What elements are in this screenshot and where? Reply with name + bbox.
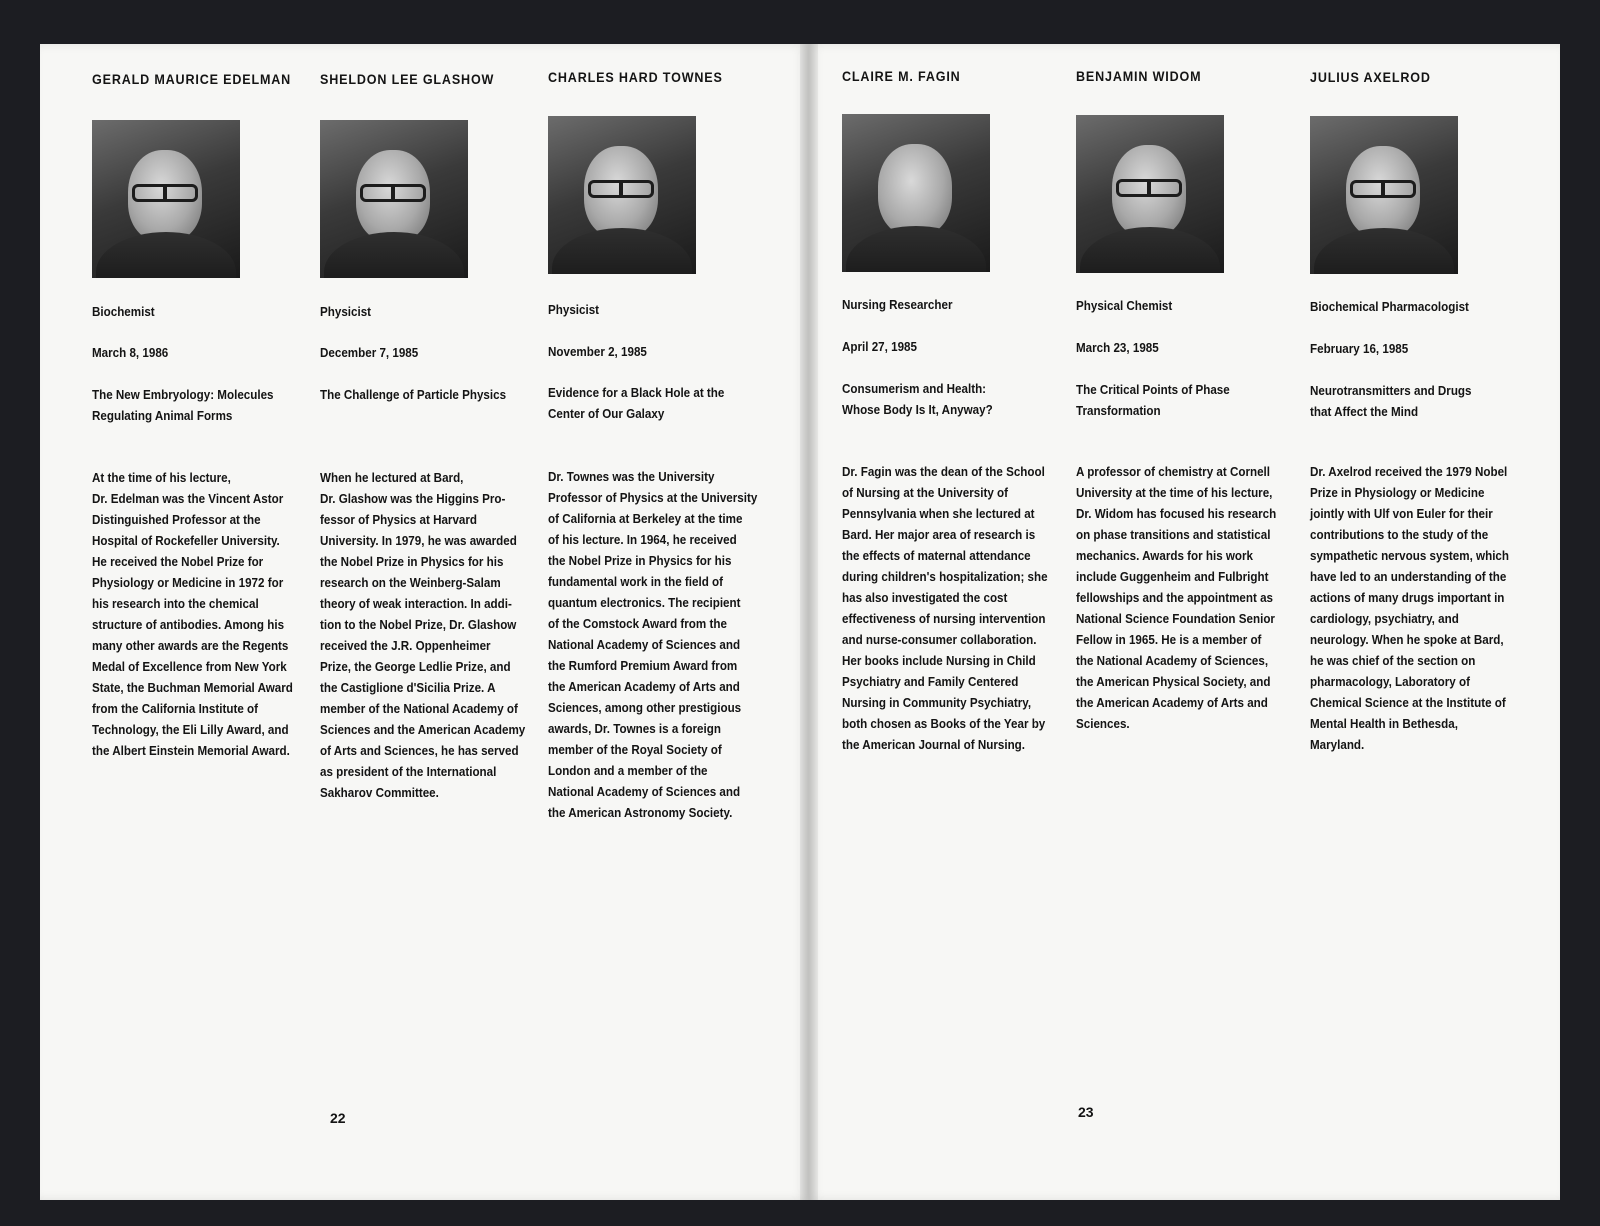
biography: At the time of his lecture, Dr. Edelman was the Vincent Astor Distinguished Professor at the Hospital of Rockefeller University. He received the Nobel Prize for Physiology or Medicine in 1972 for his research into the chemical structure of antibodies. Among his many other awards are the Regents Medal of Excellence from New York State, the Buchman Memorial Award from the California Institute of Technology, the Eli Lilly Award, and the Albert Einstein Memorial Award. (92, 471, 293, 758)
right-page (808, 44, 1560, 1200)
person-field: Biochemist (92, 305, 155, 319)
lecture-title: Consumerism and Health: Whose Body Is It, Anyway? (842, 382, 993, 417)
lecture-date: March 23, 1985 (1076, 341, 1159, 355)
lecture-title: The Critical Points of Phase Transformation (1076, 383, 1230, 418)
biography: Dr. Townes was the University Professor of Physics at the University of California at Berkeley at the time of his lecture. In 1964, he received the Nobel Prize in Physics for his fundamental work in the field of quantum electronics. The recipient of the Comstock Award from the National Academy of Sciences and the Rumford Premium Award from the American Academy of Arts and Sciences, among other prestigious awards, Dr. Townes is a foreign member of the Royal Society of London and a member of the National Academy of Sciences and the American Astronomy Society. (548, 470, 758, 820)
portrait-photo (92, 120, 240, 278)
lecture-date: April 27, 1985 (842, 340, 917, 354)
person-field: Physicist (548, 303, 600, 317)
person-field: Biochemical Pharmacologist (1310, 300, 1469, 314)
biography: Dr. Fagin was the dean of the School of Nursing at the University of Pennsylvania when she lectured at Bard. Her major area of research is the effects of maternal attendance during children's hospitalization; she has also investigated the cost effectiveness of nursing intervention and nurse-consumer collaboration. Her books include Nursing in Child Psychiatry and Family Centered Nursing in Community Psychiatry, both chosen as Books of the Year by the American Journal of Nursing. (842, 465, 1048, 752)
person-name: CLAIRE M. FAGIN (842, 69, 961, 84)
lecture-date: November 2, 1985 (548, 345, 647, 359)
person-field: Physicist (320, 305, 372, 319)
person-name: SHELDON LEE GLASHOW (320, 72, 495, 87)
shoulders-shape (1080, 227, 1220, 273)
lecture-title: Evidence for a Black Hole at the Center of Our Galaxy (548, 386, 725, 421)
lecture-date: March 8, 1986 (92, 346, 169, 360)
face-shape (878, 144, 952, 236)
page-number: 23 (1078, 1104, 1094, 1120)
person-name: JULIUS AXELROD (1310, 70, 1431, 85)
glasses-shape (588, 180, 654, 198)
person-name: CHARLES HARD TOWNES (548, 70, 723, 85)
left-page (40, 44, 808, 1200)
glasses-shape (1350, 180, 1416, 198)
person-field: Nursing Researcher (842, 298, 953, 312)
shoulders-shape (324, 232, 464, 278)
portrait-photo (548, 116, 696, 274)
biography: When he lectured at Bard, Dr. Glashow was the Higgins Pro- fessor of Physics at Harvard University. In 1979, he was awarded the Nobel Prize in Physics for his research on the Weinberg-Salam theory of weak interaction. In addi- tion to the Nobel Prize, Dr. Glashow received the J.R. Oppenheimer Prize, the George Ledlie Prize, and the Castiglione d'Sicilia Prize. A member of the National Academy of Sciences and the American Academy of Arts and Sciences, he has served as president of the International Sakharov Committee. (320, 471, 526, 800)
portrait-photo (1076, 115, 1224, 273)
lecture-title: Neurotransmitters and Drugs that Affect the Mind (1310, 384, 1472, 419)
shoulders-shape (1314, 228, 1454, 274)
glasses-shape (132, 184, 198, 202)
shoulders-shape (96, 232, 236, 278)
book-gutter (800, 44, 818, 1200)
person-name: BENJAMIN WIDOM (1076, 69, 1202, 84)
biography: A professor of chemistry at Cornell University at the time of his lecture, Dr. Widom has focused his research on phase transitions and statistical mechanics. Awards for his work include Guggenheim and Fulbright fellowships and the appointment as National Science Foundation Senior Fellow in 1965. He is a member of the National Academy of Sciences, the American Physical Society, and the American Academy of Arts and Sciences. (1076, 465, 1277, 731)
lecture-date: February 16, 1985 (1310, 342, 1409, 356)
lecture-title: The Challenge of Particle Physics (320, 388, 507, 402)
portrait-photo (1310, 116, 1458, 274)
page-number: 22 (330, 1110, 346, 1126)
person-field: Physical Chemist (1076, 299, 1173, 313)
glasses-shape (1116, 179, 1182, 197)
shoulders-shape (846, 226, 986, 272)
lecture-date: December 7, 1985 (320, 346, 419, 360)
lecture-title: The New Embryology: Molecules Regulating Animal Forms (92, 388, 274, 423)
portrait-photo (842, 114, 990, 272)
biography: Dr. Axelrod received the 1979 Nobel Prize in Physiology or Medicine jointly with Ulf von Euler for their contributions to the study of the sympathetic nervous system, which have led to an understanding of the actions of many drugs important in cardiology, psychiatry, and neurology. When he spoke at Bard, he was chief of the section on pharmacology, Laboratory of Chemical Science at the Institute of Mental Health in Bethesda, Maryland. (1310, 465, 1509, 752)
person-name: GERALD MAURICE EDELMAN (92, 72, 292, 87)
glasses-shape (360, 184, 426, 202)
shoulders-shape (552, 228, 692, 274)
portrait-photo (320, 120, 468, 278)
